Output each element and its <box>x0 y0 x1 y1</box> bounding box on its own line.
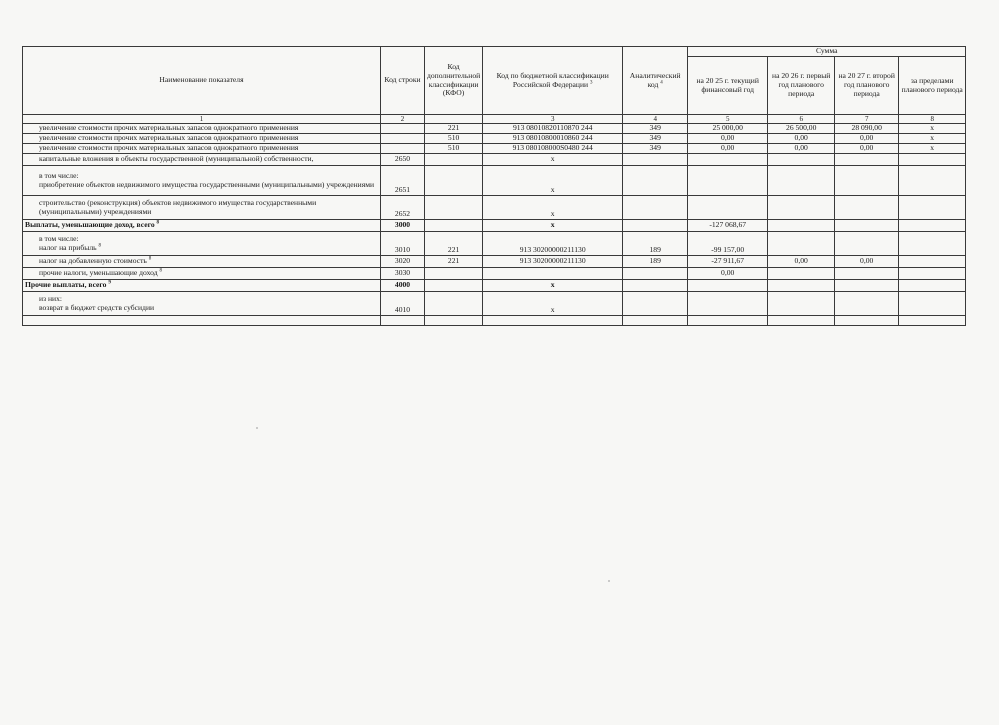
row-sum-year2: 26 500,00 <box>768 124 835 134</box>
row-sum-year1: -27 911,67 <box>688 256 768 268</box>
header-beyond: за пределами планового периода <box>899 57 966 115</box>
footnote-mark: 9 <box>108 280 111 286</box>
row-code: 3030 <box>381 268 425 280</box>
row-name-text: приобретение объектов недвижимого имущества государственными (муниципальными) учреждениями <box>39 179 375 189</box>
table-row <box>23 220 966 232</box>
row-sum-year2 <box>768 268 835 280</box>
row-sum-year1: 25 000,00 <box>688 124 768 134</box>
table-row <box>23 166 966 196</box>
row-analytic-code <box>623 166 688 196</box>
row-sum-year2 <box>768 154 835 166</box>
row-name <box>23 280 381 292</box>
row-name-text: Прочие выплаты, всего <box>25 280 107 290</box>
table-row <box>23 316 966 326</box>
row-sum-year2: 0,00 <box>768 134 835 144</box>
row-name-text: строительство (реконструкция) объектов недвижимого имущества государственными (муниципальными) учреждениями <box>39 197 317 216</box>
row-sum-year2 <box>768 292 835 316</box>
row-analytic-code <box>623 220 688 232</box>
row-kfo <box>425 166 483 196</box>
row-sum-year2 <box>768 280 835 292</box>
row-name <box>23 166 381 196</box>
row-sum-year2 <box>768 220 835 232</box>
header-analytic-sup: 4 <box>660 79 663 85</box>
row-sum-beyond: x <box>899 144 966 154</box>
row-bk-code: x <box>483 280 623 292</box>
row-sum-year3: 0,00 <box>835 144 899 154</box>
row-analytic-code <box>623 196 688 220</box>
row-sum-year3 <box>835 232 899 256</box>
row-analytic-code <box>623 154 688 166</box>
financial-plan-table <box>22 46 966 326</box>
row-kfo <box>425 316 483 326</box>
table-row <box>23 232 966 256</box>
row-sum-year1 <box>688 196 768 220</box>
col-number: 5 <box>688 115 768 124</box>
row-sum-year2: 0,00 <box>768 144 835 154</box>
col-number: 6 <box>768 115 835 124</box>
table-row <box>23 256 966 268</box>
row-sum-year3 <box>835 268 899 280</box>
row-code <box>381 316 425 326</box>
row-bk-code: 913 30200000211130 <box>483 232 623 256</box>
row-sum-year1 <box>688 316 768 326</box>
table-row <box>23 268 966 280</box>
row-sum-year1 <box>688 292 768 316</box>
row-bk-code: 913 08010800010860 244 <box>483 134 623 144</box>
row-name-text: увеличение стоимости прочих материальных запасов однократного применения <box>39 123 299 133</box>
row-sum-year1: 0,00 <box>688 144 768 154</box>
row-sum-year3 <box>835 166 899 196</box>
row-sum-beyond: x <box>899 134 966 144</box>
row-code: 4000 <box>381 280 425 292</box>
col-number: 3 <box>483 115 623 124</box>
row-code: 2650 <box>381 154 425 166</box>
row-name <box>23 316 381 326</box>
row-code: 2652 <box>381 196 425 220</box>
row-bk-code: 913 08010820110870 244 <box>483 124 623 134</box>
row-sum-beyond <box>899 166 966 196</box>
row-bk-code: 913 30200000211130 <box>483 256 623 268</box>
row-sum-beyond <box>899 232 966 256</box>
header-analytic-text: Аналитический код <box>629 70 681 89</box>
row-bk-code: x <box>483 154 623 166</box>
row-kfo <box>425 196 483 220</box>
row-group-label: в том числе: <box>39 233 79 243</box>
row-sum-year1 <box>688 280 768 292</box>
row-analytic-code <box>623 268 688 280</box>
col-number: 1 <box>23 115 381 124</box>
row-name <box>23 134 381 144</box>
row-analytic-code: 189 <box>623 256 688 268</box>
header-analytic <box>623 47 688 115</box>
row-code: 3020 <box>381 256 425 268</box>
row-bk-code: x <box>483 166 623 196</box>
row-bk-code: 913 080108000S0480 244 <box>483 144 623 154</box>
row-sum-beyond <box>899 316 966 326</box>
row-bk-code: x <box>483 220 623 232</box>
row-sum-year1: -99 157,00 <box>688 232 768 256</box>
row-sum-year1 <box>688 154 768 166</box>
row-sum-beyond <box>899 154 966 166</box>
header-year1: на 20 25 г. текущий финансовый год <box>688 57 768 115</box>
row-kfo <box>425 280 483 292</box>
row-kfo <box>425 292 483 316</box>
table-row <box>23 134 966 144</box>
row-name <box>23 292 381 316</box>
row-name-text: налог на добавленную стоимость <box>39 256 147 266</box>
row-sum-year3 <box>835 292 899 316</box>
row-bk-code: x <box>483 196 623 220</box>
header-sum: Сумма <box>688 47 966 57</box>
row-kfo <box>425 220 483 232</box>
row-name <box>23 196 381 220</box>
header-code-row: Код строки <box>381 47 425 115</box>
row-group-label: из них: <box>39 293 62 303</box>
column-numbers-row <box>23 115 966 124</box>
table-row <box>23 292 966 316</box>
table-row <box>23 124 966 134</box>
row-code <box>381 124 425 134</box>
header-year3: на 20 27 г. второй год планового периода <box>835 57 899 115</box>
row-sum-year1: 0,00 <box>688 134 768 144</box>
row-name <box>23 256 381 268</box>
row-bk-code <box>483 316 623 326</box>
row-sum-year3: 28 090,00 <box>835 124 899 134</box>
footnote-mark: 8 <box>156 220 160 226</box>
table-row <box>23 280 966 292</box>
row-name <box>23 124 381 134</box>
row-kfo <box>425 268 483 280</box>
footnote-mark: 8 <box>148 256 152 262</box>
row-name-text: возврат в бюджет средств субсидии <box>39 302 155 312</box>
row-sum-year3: 0,00 <box>835 256 899 268</box>
row-sum-year1: -127 068,67 <box>688 220 768 232</box>
row-sum-year3 <box>835 196 899 220</box>
row-sum-beyond <box>899 196 966 220</box>
row-kfo: 221 <box>425 256 483 268</box>
col-number: 7 <box>835 115 899 124</box>
row-sum-year2 <box>768 232 835 256</box>
row-sum-beyond <box>899 268 966 280</box>
col-number: 2 <box>381 115 425 124</box>
row-sum-year3 <box>835 316 899 326</box>
row-bk-code: x <box>483 292 623 316</box>
row-sum-beyond <box>899 280 966 292</box>
col-number: 4 <box>623 115 688 124</box>
header-bk-text: Код по бюджетной классификации Российской Федерации <box>496 70 609 89</box>
scan-speck <box>256 427 258 429</box>
row-sum-year3: 0,00 <box>835 134 899 144</box>
row-analytic-code <box>623 316 688 326</box>
table-row <box>23 154 966 166</box>
row-sum-year2: 0,00 <box>768 256 835 268</box>
footnote-mark: 8 <box>159 268 162 274</box>
row-bk-code <box>483 268 623 280</box>
table-row <box>23 196 966 220</box>
row-sum-year2 <box>768 316 835 326</box>
row-sum-year2 <box>768 196 835 220</box>
row-code: 3000 <box>381 220 425 232</box>
row-name-text: Выплаты, уменьшающие доход, всего <box>25 220 155 230</box>
row-analytic-code: 189 <box>623 232 688 256</box>
row-sum-beyond <box>899 292 966 316</box>
table-row <box>23 144 966 154</box>
header-bk-sup: 3 <box>590 79 593 85</box>
row-name <box>23 154 381 166</box>
row-code: 2651 <box>381 166 425 196</box>
header-year2: на 20 26 г. первый год планового периода <box>768 57 835 115</box>
row-sum-year2 <box>768 166 835 196</box>
scan-speck <box>608 580 610 582</box>
row-analytic-code <box>623 292 688 316</box>
row-analytic-code: 349 <box>623 144 688 154</box>
row-name <box>23 268 381 280</box>
row-name-text: капитальные вложения в объекты государственной (муниципальной) собственности, <box>39 154 314 164</box>
row-name-text: увеличение стоимости прочих материальных запасов однократного применения <box>39 133 299 143</box>
row-name <box>23 144 381 154</box>
row-kfo: 221 <box>425 124 483 134</box>
row-code: 4010 <box>381 292 425 316</box>
row-sum-year1: 0,00 <box>688 268 768 280</box>
header-name: Наименование показателя <box>23 47 381 115</box>
row-analytic-code: 349 <box>623 134 688 144</box>
col-number: 8 <box>899 115 966 124</box>
row-name-text: налог на прибыль <box>39 242 97 252</box>
row-sum-beyond <box>899 220 966 232</box>
col-number <box>425 115 483 124</box>
footnote-mark: 8 <box>98 243 101 249</box>
header-kfo: Код дополнительной классификации (КФО) <box>425 47 483 115</box>
row-sum-year1 <box>688 166 768 196</box>
row-analytic-code: 349 <box>623 124 688 134</box>
row-name-text: увеличение стоимости прочих материальных запасов однократного применения <box>39 143 299 153</box>
row-kfo: 221 <box>425 232 483 256</box>
row-name <box>23 232 381 256</box>
row-code <box>381 144 425 154</box>
row-name-text: прочие налоги, уменьшающие доход <box>39 268 158 278</box>
row-group-label: в том числе: <box>39 170 79 180</box>
row-code <box>381 134 425 144</box>
row-kfo <box>425 154 483 166</box>
row-analytic-code <box>623 280 688 292</box>
row-code: 3010 <box>381 232 425 256</box>
row-sum-year3 <box>835 154 899 166</box>
row-name <box>23 220 381 232</box>
row-sum-year3 <box>835 220 899 232</box>
row-sum-beyond <box>899 256 966 268</box>
row-kfo: 510 <box>425 134 483 144</box>
row-kfo: 510 <box>425 144 483 154</box>
header-bk <box>483 47 623 115</box>
row-sum-beyond: x <box>899 124 966 134</box>
row-sum-year3 <box>835 280 899 292</box>
